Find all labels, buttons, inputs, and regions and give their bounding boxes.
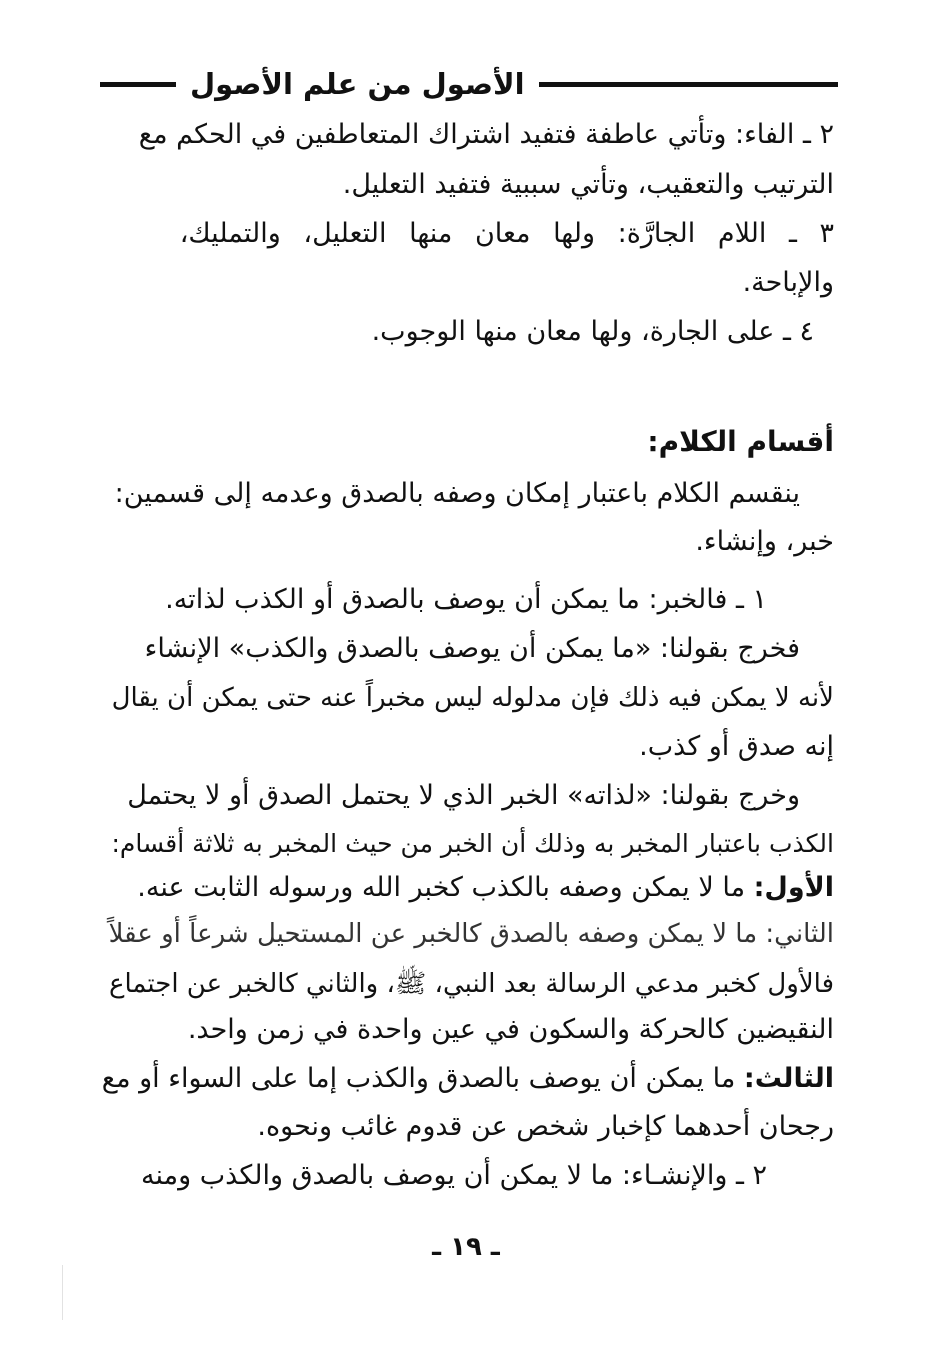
text-line: فخرج بقولنا: «ما يمكن أن يوصف بالصدق والكذب» الإنشاء [144,633,800,664]
text-line: والإباحة. [742,267,834,298]
category-third-label: الثالث: [743,1063,834,1094]
text-line: الترتيب والتعقيب، وتأتي سببية فتفيد التعليل. [342,169,834,200]
header-rule-left [100,82,176,87]
category-first-label: الأول: [753,872,834,903]
text-line: خبر، وإنشاء. [695,526,834,557]
text-line: فالأول كخبر مدعي الرسالة بعد النبي، ﷺ، والثاني كالخبر عن اجتماع [108,969,834,999]
header-title: الأصول من علم الأصول [190,67,525,101]
category-first-text: ما لا يمكن وصفه بالكذب كخبر الله ورسوله الثابت عنه. [137,872,754,903]
text-line: ٣ ـ اللام الجارَّة: ولها معان منها التعليل، والتمليك، [179,218,834,249]
category-second-label: الثاني: [765,919,834,949]
category-third [102,1055,834,1103]
category-first [137,864,834,912]
category-third-text: ما يمكن أن يوصف بالصدق والكذب إما على السواء أو مع [101,1063,744,1094]
text-line: ٤ ـ على الجارة، ولها معان منها الوجوب. [371,316,814,347]
running-header [100,60,838,108]
header-rule-right [539,82,838,87]
text-line: ينقسم الكلام باعتبار إمكان وصفه بالصدق وعدمه إلى قسمين: [114,478,800,509]
text-line: رجحان أحدهما كإخبار شخص عن قدوم غائب ونحوه. [257,1111,834,1142]
text-line: ٢ ـ والإنشـاء: ما لا يمكن أن يوصف بالصدق والكذب ومنه [141,1160,767,1191]
text-line: وخرج بقولنا: «لذاته» الخبر الذي لا يحتمل الصدق أو لا يحتمل [127,780,800,811]
section-heading: أقسام الكلام: [647,425,834,458]
text-line: لأنه لا يمكن فيه ذلك فإن مدلوله ليس مخبراً عنه حتى يمكن أن يقال [111,683,834,713]
text-line: الكذب باعتبار المخبر به وذلك أن الخبر من حيث المخبر به ثلاثة أقسام: [111,829,834,858]
text-line: ٢ ـ الفاء: وتأتي عاطفة فتفيد اشتراك المتعاطفين في الحكم مع [138,119,834,150]
scan-edge-mark [62,1265,63,1320]
page-number: ـ ١٩ ـ [432,1232,500,1262]
category-second-text: ما لا يمكن وصفه بالصدق كالخبر عن المستحيل شرعاً أو عقلاً [108,919,766,949]
text-line: ١ ـ فالخبر: ما يمكن أن يوصف بالصدق أو الكذب لذاته. [165,584,767,615]
text-line: النقيضين كالحركة والسكون في عين واحدة في زمن واحد. [187,1014,834,1045]
category-second [109,910,834,958]
text-line: إنه صدق أو كذب. [639,731,834,762]
